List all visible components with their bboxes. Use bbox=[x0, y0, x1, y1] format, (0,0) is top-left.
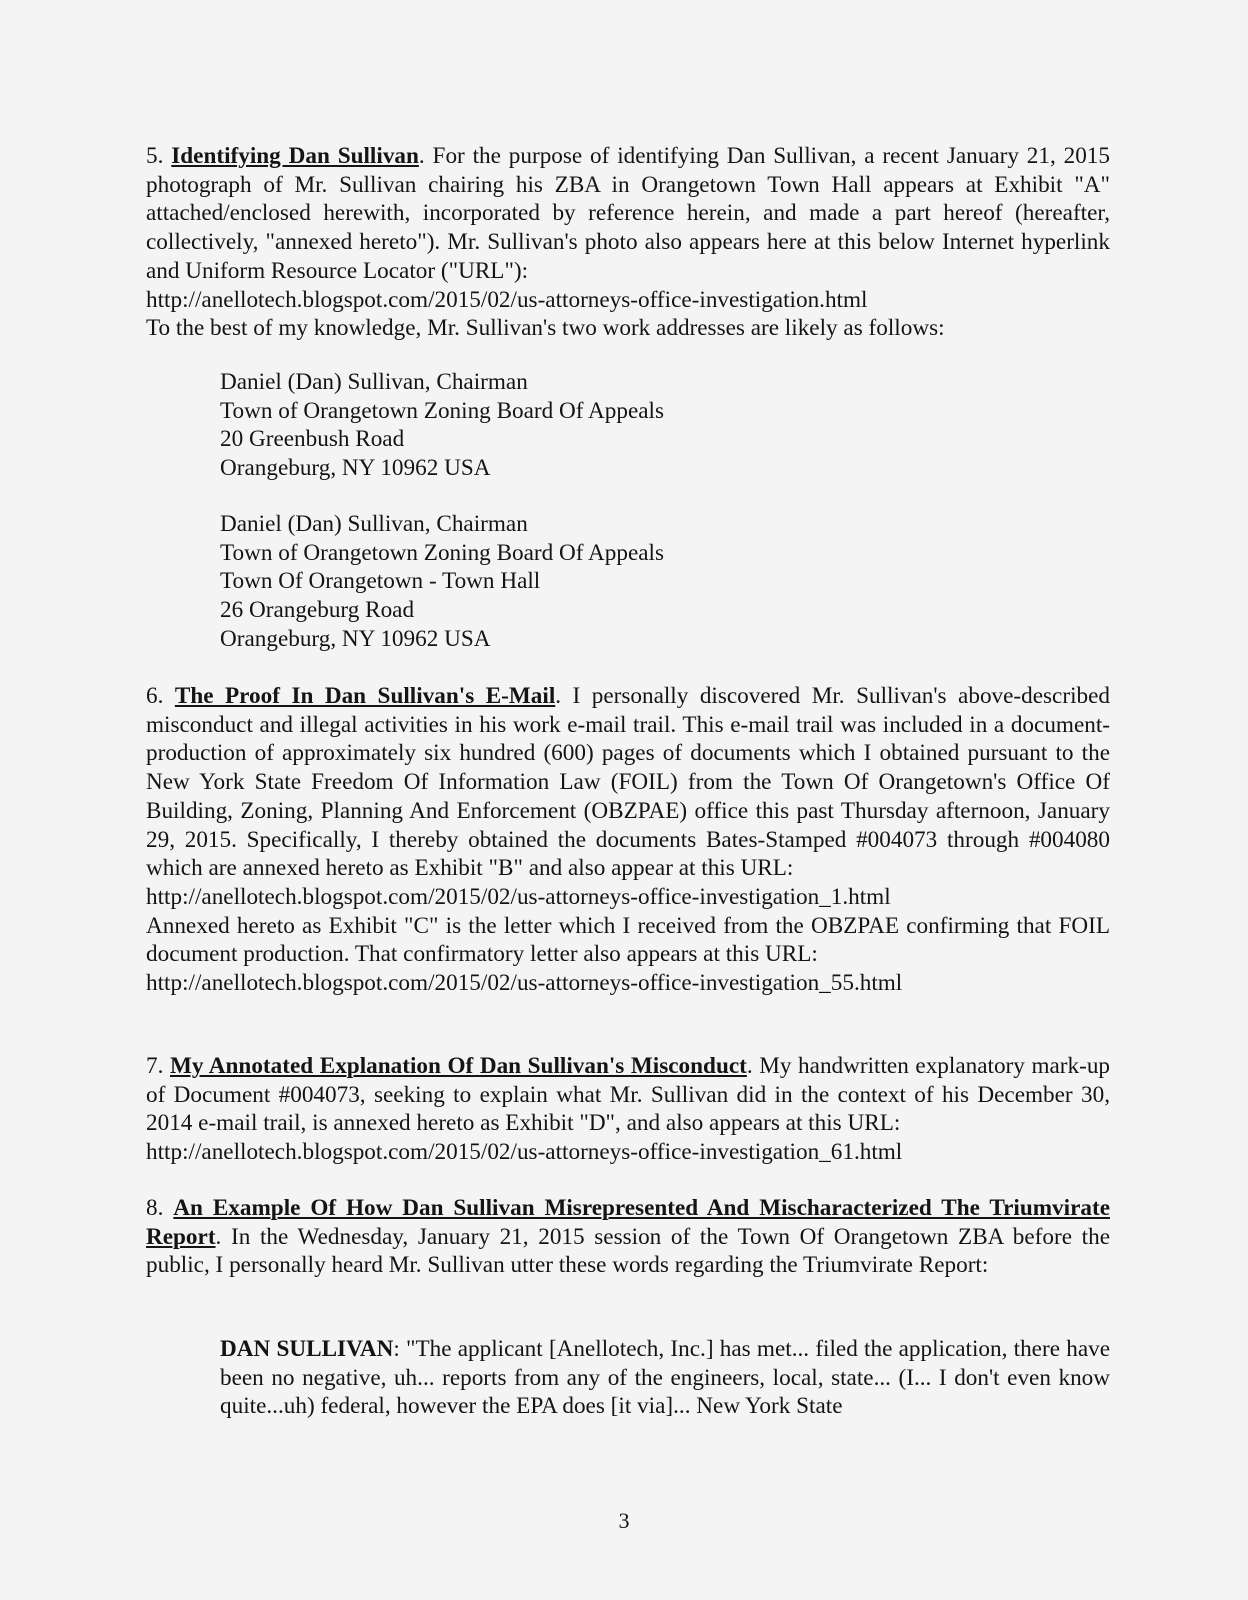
section-6-url: http://anellotech.blogspot.com/2015/02/us-attorneys-office-investigation_1.html bbox=[146, 883, 891, 910]
address-2-line-1: Daniel (Dan) Sullivan, Chairman bbox=[220, 511, 528, 537]
section-7-number: 7. bbox=[146, 1053, 164, 1079]
section-7-heading: My Annotated Explanation Of Dan Sullivan's Misconduct bbox=[170, 1053, 747, 1079]
section-5-number: 5. bbox=[146, 143, 164, 169]
section-6-paragraph-2: Annexed hereto as Exhibit "C" is the letter which I received from the OBZPAE confirming that FOIL document production. That confirmatory letter also appears at this URL: bbox=[146, 912, 1110, 968]
address-block-1 bbox=[220, 368, 664, 483]
section-6-paragraph bbox=[146, 682, 1110, 883]
section-7-url: http://anellotech.blogspot.com/2015/02/us-attorneys-office-investigation_61.html bbox=[146, 1139, 903, 1166]
address-1-line-3: 20 Greenbush Road bbox=[220, 426, 405, 453]
address-block-2 bbox=[220, 510, 664, 654]
quote-speaker: DAN SULLIVAN bbox=[220, 1336, 394, 1362]
page-number: 3 bbox=[618, 1508, 630, 1533]
section-8-paragraph bbox=[146, 1194, 1110, 1280]
section-7-paragraph bbox=[146, 1052, 1110, 1138]
section-8 bbox=[146, 1194, 1110, 1280]
address-2-line-2: Town of Orangetown Zoning Board Of Appeals bbox=[220, 539, 665, 566]
section-6-heading: The Proof In Dan Sullivan's E-Mail bbox=[174, 683, 556, 709]
address-2-line-3: Town Of Orangetown - Town Hall bbox=[220, 568, 541, 595]
address-1-line-4: Orangeburg, NY 10962 USA bbox=[220, 455, 491, 482]
section-8-text: . In the Wednesday, January 21, 2015 session of the Town Of Orangetown ZBA before the public, I personally heard Mr. Sullivan utter these words regarding the Triumvirate Report: bbox=[146, 1223, 1110, 1279]
address-2-line-5: Orangeburg, NY 10962 USA bbox=[220, 625, 491, 652]
section-5-heading: Identifying Dan Sullivan bbox=[171, 143, 419, 169]
section-8-number: 8. bbox=[146, 1195, 164, 1221]
section-6-text: . I personally discovered Mr. Sullivan's above-described misconduct and illegal activities in his work e-mail trail. This e-mail trail was included in a document-production of approximately six hundred (600) pages of documents which I obtained pursuant to the New York State Freedom Of Information Law (FOIL) from the Town Of Orangetown's Office Of Building, Zoning, Planning And Enforcement (OBZPAE) office this past Thursday afternoon, January 29, 2015. Specifically, I thereby obtained the documents Bates-Stamped #004073 through #004080 which are annexed hereto as Exhibit "B" and also appear at this URL: bbox=[146, 683, 1110, 882]
address-1-line-1: Daniel (Dan) Sullivan, Chairman bbox=[220, 369, 528, 395]
address-2-line-4: 26 Orangeburg Road bbox=[220, 597, 415, 624]
section-5-after-text: To the best of my knowledge, Mr. Sullivan's two work addresses are likely as follows: bbox=[146, 315, 945, 342]
section-6 bbox=[146, 682, 1110, 998]
section-6-number: 6. bbox=[146, 683, 164, 709]
address-1-line-2: Town of Orangetown Zoning Board Of Appeals bbox=[220, 397, 665, 424]
section-7 bbox=[146, 1052, 1110, 1167]
section-5 bbox=[146, 142, 1110, 343]
section-5-text: . For the purpose of identifying Dan Sullivan, a recent January 21, 2015 photograph of Mr. Sullivan chairing his ZBA in Orangetown Town Hall appears at Exhibit "A" attached/enclosed herewith, incorporated by reference herein, and made a part hereof (hereafter, collectively, "annexed hereto"). Mr. Sullivan's photo also appears here at this below Internet hyperlink and Uniform Resource Locator ("URL"): bbox=[146, 143, 1110, 284]
section-5-paragraph bbox=[146, 142, 1110, 286]
quote-block bbox=[220, 1335, 1110, 1421]
section-7-text: . My handwritten explanatory mark-up of Document #004073, seeking to explain what Mr. Sullivan did in the context of his December 30, 2014 e-mail trail, is annexed hereto as Exhibit "D", and also appears at this URL: bbox=[146, 1053, 1111, 1137]
section-6-url-2: http://anellotech.blogspot.com/2015/02/us-attorneys-office-investigation_55.html bbox=[146, 970, 903, 997]
quote-text: : "The applicant [Anellotech, Inc.] has met... filed the application, there have been no negative, uh... reports from any of the engineers, local, state... (I... I don't even know quite...uh) federal, however the EPA does [it via]... New York State bbox=[220, 1336, 1110, 1420]
section-5-url: http://anellotech.blogspot.com/2015/02/us-attorneys-office-investigation.html bbox=[146, 286, 868, 313]
section-8-heading: An Example Of How Dan Sullivan Misrepresented And Mischaracterized The Triumvirate Report bbox=[146, 1195, 1110, 1250]
